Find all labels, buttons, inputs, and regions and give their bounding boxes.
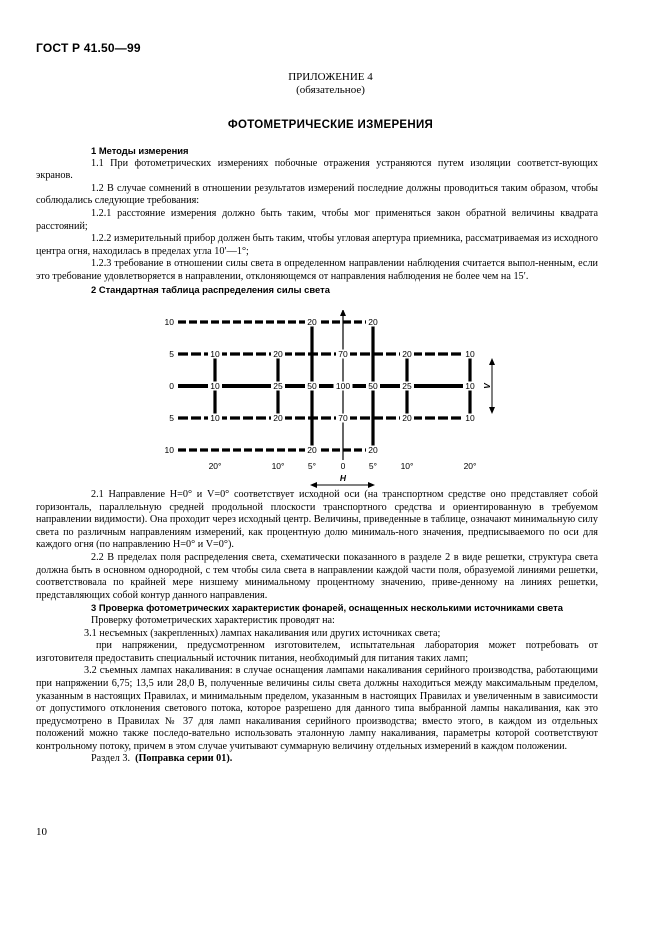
amendment-bold: (Поправка серии 01). [135,753,233,765]
row-label: 10 [164,445,174,455]
para-3-intro: Проверку фотометрических характеристик проводят на: [91,614,335,626]
para-1-2-3: 1.2.3 требование в отношении силы света в определенном направлении наблюдения считается выпол-ненным, если это требование удовлетворяется в направлении, отклоняющемся от направления наблюдения не более чем на 15′. [36,258,598,282]
section-1-heading: 1 Методы измерения [91,145,189,156]
cell-value: 25 [402,381,412,391]
row-label: 5 [169,349,174,359]
row-label: 5 [169,413,174,423]
axis-h-label: H [339,473,347,483]
col-label: 20° [463,461,477,471]
cell-value: 20 [273,349,283,359]
annex-subtitle: (обязательное) [296,84,365,96]
cell-value: 10 [465,381,475,391]
cell-value: 25 [273,381,283,391]
cell-value: 20 [307,445,317,455]
section-1 [36,145,598,296]
document-header: ГОСТ Р 41.50—99 [36,41,141,55]
section-2-heading: 2 Стандартная таблица распределения силы света [91,283,330,295]
cell-value: 50 [368,381,378,391]
main-title: ФОТОМЕТРИЧЕСКИЕ ИЗМЕРЕНИЯ [227,119,434,131]
light-distribution-diagram [160,310,500,488]
col-label: 5° [307,461,317,471]
para-1-1: 1.1 При фотометрических измерениях побочные отражения устраняются путем изоляции соответст-вующих экранов. [36,157,598,182]
cell-value: 10 [465,413,475,423]
col-label: 0 [340,461,346,471]
col-label: 10° [400,461,414,471]
col-label: 10° [271,461,285,471]
cell-value: 20 [273,413,283,423]
para-3-1: 3.1 несъемных (закрепленных) лампах накаливания или других источниках света; [84,627,441,639]
para-2-2: 2.2 В пределах поля распределения света, схематически показанного в разделе 2 в виде решетки, структура света должна быть в основном однородной, с тем чтобы сила света в направлении каждой части поля, образуемой линиями решетки, соответствовала по крайней мере низшему минимальному процентному значению, приве-денному на линиях решетки, представляющих собой контур данного направления. [36,551,598,601]
section-2-body [36,489,598,766]
col-label: 5° [368,461,378,471]
cell-value: 10 [210,413,220,423]
cell-value: 20 [402,413,412,423]
page-number: 10 [36,826,47,838]
axis-v-arrow [340,310,346,316]
para-3-2: 3.2 съемных лампах накаливания: в случае оснащения лампами накаливания серийного производства, работающими при напряжении 6,75; 13,5 или 28,0 В, полученные величины силы света должны находиться между максимальным пределом, указанным в настоящих Правилах, и минимальным пределом, указанным в настоящих Правилах и увеличенным в зависимости от допустимого отклонения светового потока, которое разрешено для данного типа выбранной лампы накаливания, как это предусмотрено в Правилах № 37 для ламп накаливания серийного производства; вместо этого, в каждом из отдельных положений можно также последо-вательно использовать эталонную лампу накаливания, параметры которой соответствуют контрольному потоку, причем в этом случае учитывают суммарную величину отдельных измерений в каждом положении. [36,665,598,752]
para-2-1: 2.1 Направление H=0° и V=0° соответствует исходной оси (на транспортном средстве оно представляет собой горизонталь, параллельную средней продольной плоскости транспортного средства и ориентированную в требуемом направлении видимости). Она проходит через исходный центр. Величины, приведенные в таблице, означают минимальную силу света по различным направлениям измерений, как процентную долю минималь-ного значения, предписываемого по оси для каждого огня (по направлению H=0° и V=0°). [36,489,598,551]
section-3-heading: 3 Проверка фотометрических характеристик фонарей, оснащенных несколькими источниками света [91,602,563,614]
para-1-2: 1.2 В случае сомнений в отношении результатов измерений последние должны проводиться таким образом, чтобы соблюдались следующие требования: [36,182,598,207]
cell-value: 20 [307,317,317,327]
cell-value: 20 [368,317,378,327]
cell-value: 50 [307,381,317,391]
cell-value-center: 70 [338,349,348,359]
cell-value: 20 [368,445,378,455]
para-3-1b: при напряжении, предусмотренном изготовителем, испытательная лаборатория может потребовать от изготовителя предоставить специальный источник питания, необходимый для питания таких ламп; [36,640,598,664]
axis-v-label: V [482,383,492,389]
cell-value: 10 [210,381,220,391]
cell-value-center: 70 [338,413,348,423]
cell-value: 10 [465,349,475,359]
para-1-2-1: 1.2.1 расстояние измерения должно быть таким, чтобы мог применяться закон обратной величины квадрата расстояний; [36,207,598,232]
para-1-2-2: 1.2.2 измерительный прибор должен быть таким, чтобы угловая апертура приемника, рассматриваемая из исходного центра огня, находилась в пределах угла 10′—1°; [36,233,598,257]
amendment-note [36,753,598,766]
diagram-grid [178,310,495,488]
row-label: 10 [164,317,174,327]
annex-title: ПРИЛОЖЕНИЕ 4 [288,71,373,83]
cell-value: 10 [210,349,220,359]
cell-value: 20 [402,349,412,359]
col-label: 20° [208,461,222,471]
amendment-label: Раздел 3. [91,753,131,765]
row-label: 0 [169,381,174,391]
cell-value-center: 100 [335,381,351,391]
